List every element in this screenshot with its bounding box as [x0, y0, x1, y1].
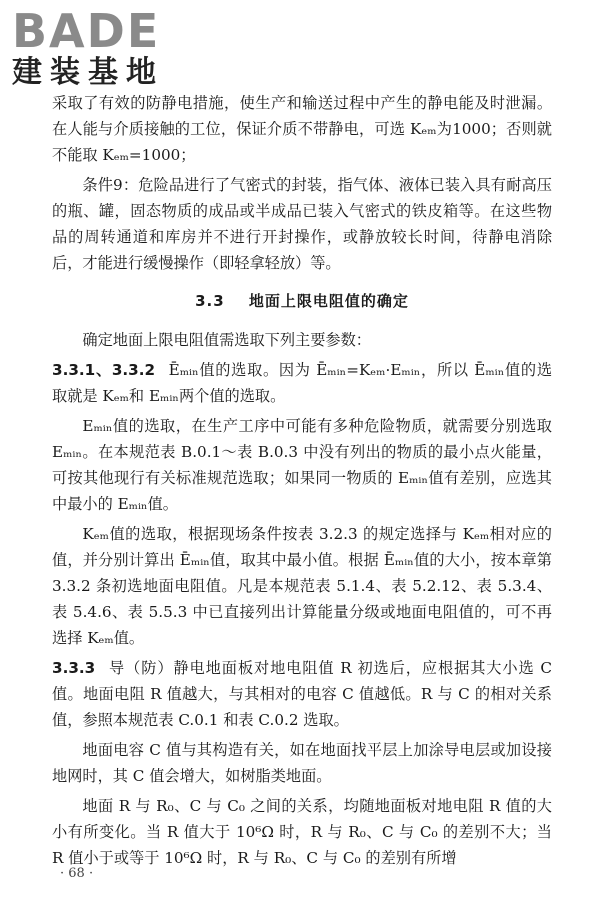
logo-wordmark: BADE [12, 4, 161, 58]
clause-number: 3.3.3 [52, 659, 96, 677]
paragraph [52, 655, 552, 733]
logo-subtitle: 建装基地 [12, 55, 164, 90]
paragraph: Eₘᵢₙ值的选取，在生产工序中可能有多种危险物质，就需要分别选取 Eₘᵢₙ。在本规范表 B.0.1～表 B.0.3 中没有列出的物质的最小点火能量，可按其他现行有关标准规范选取；如果同一物质的 Eₘᵢₙ值有差别，应选其中最小的 Eₘᵢₙ值。 [52, 417, 552, 513]
paragraph [52, 357, 552, 409]
clause-text: 导（防）静电地面板对地电阻值 R 初选后，应根据其大小选 C 值。地面电阻 R 值越大，与其相对的电容 C 值越低。R 与 C 的相对关系值，参照本规范表 C.0.1 和表 C.0.2 选取。 [52, 659, 552, 729]
paragraph: 地面电容 C 值与其构造有关，如在地面找平层上加涂导电层或加设接地网时，其 C 值会增大，如树脂类地面。 [52, 741, 552, 785]
paragraph: 地面 R 与 R₀、C 与 C₀ 之间的关系，均随地面板对地电阻 R 值的大小有所变化。当 R 值大于 10⁶Ω 时，R 与 R₀、C 与 C₀ 的差别不大；当 R 值小于或等于 10⁶Ω 时，R 与 R₀、C 与 C₀ 的差别有所增 [52, 797, 552, 867]
paragraph: Kₑₘ值的选取，根据现场条件按表 3.2.3 的规定选择与 Kₑₘ相对应的值，并分别计算出 Ēₘᵢₙ值，取其中最小值。根据 Ēₘᵢₙ值的大小，按本章第 3.3.2 条初选地面电阻值。凡是本规范表 5.1.4、表 5.2.12、表 5.3.4、表 5.4.6、表 5.5.3 中已直接列出计算能量分级或地面电阻值的，可不再选择 Kₑₘ值。 [52, 525, 552, 647]
section-heading-number: 3.3 [195, 292, 225, 310]
page-number: · 68 · [60, 866, 94, 881]
clause-text: Ēₘᵢₙ值的选取。因为 Ēₘᵢₙ=Kₑₘ·Eₘᵢₙ，所以 Ēₘᵢₙ值的选取就是 Kₑₘ和 Eₘᵢₙ两个值的选取。 [52, 361, 553, 405]
paragraph: 采取了有效的防静电措施，使生产和输送过程中产生的静电能及时泄漏。在人能与介质接触的工位，保证介质不带静电，可选 Kₑₘ为1000；否则就不能取 Kₑₘ=1000； [52, 94, 552, 164]
paragraph: 条件9：危险品进行了气密式的封装，指气体、液体已装入具有耐高压的瓶、罐，固态物质的成品或半成品已装入气密式的铁皮箱等。在这些物品的周转通道和库房并不进行开封操作，或静放较长时间，待静电消除后，才能进行缓慢操作（即轻拿轻放）等。 [52, 176, 552, 272]
section-heading [52, 290, 552, 311]
document-body [52, 90, 552, 875]
brand-logo [12, 4, 182, 90]
section-heading-title: 地面上限电阻值的确定 [248, 292, 409, 310]
paragraph: 确定地面上限电阻值需选取下列主要参数： [82, 331, 371, 349]
clause-number: 3.3.1、3.3.2 [52, 361, 156, 379]
